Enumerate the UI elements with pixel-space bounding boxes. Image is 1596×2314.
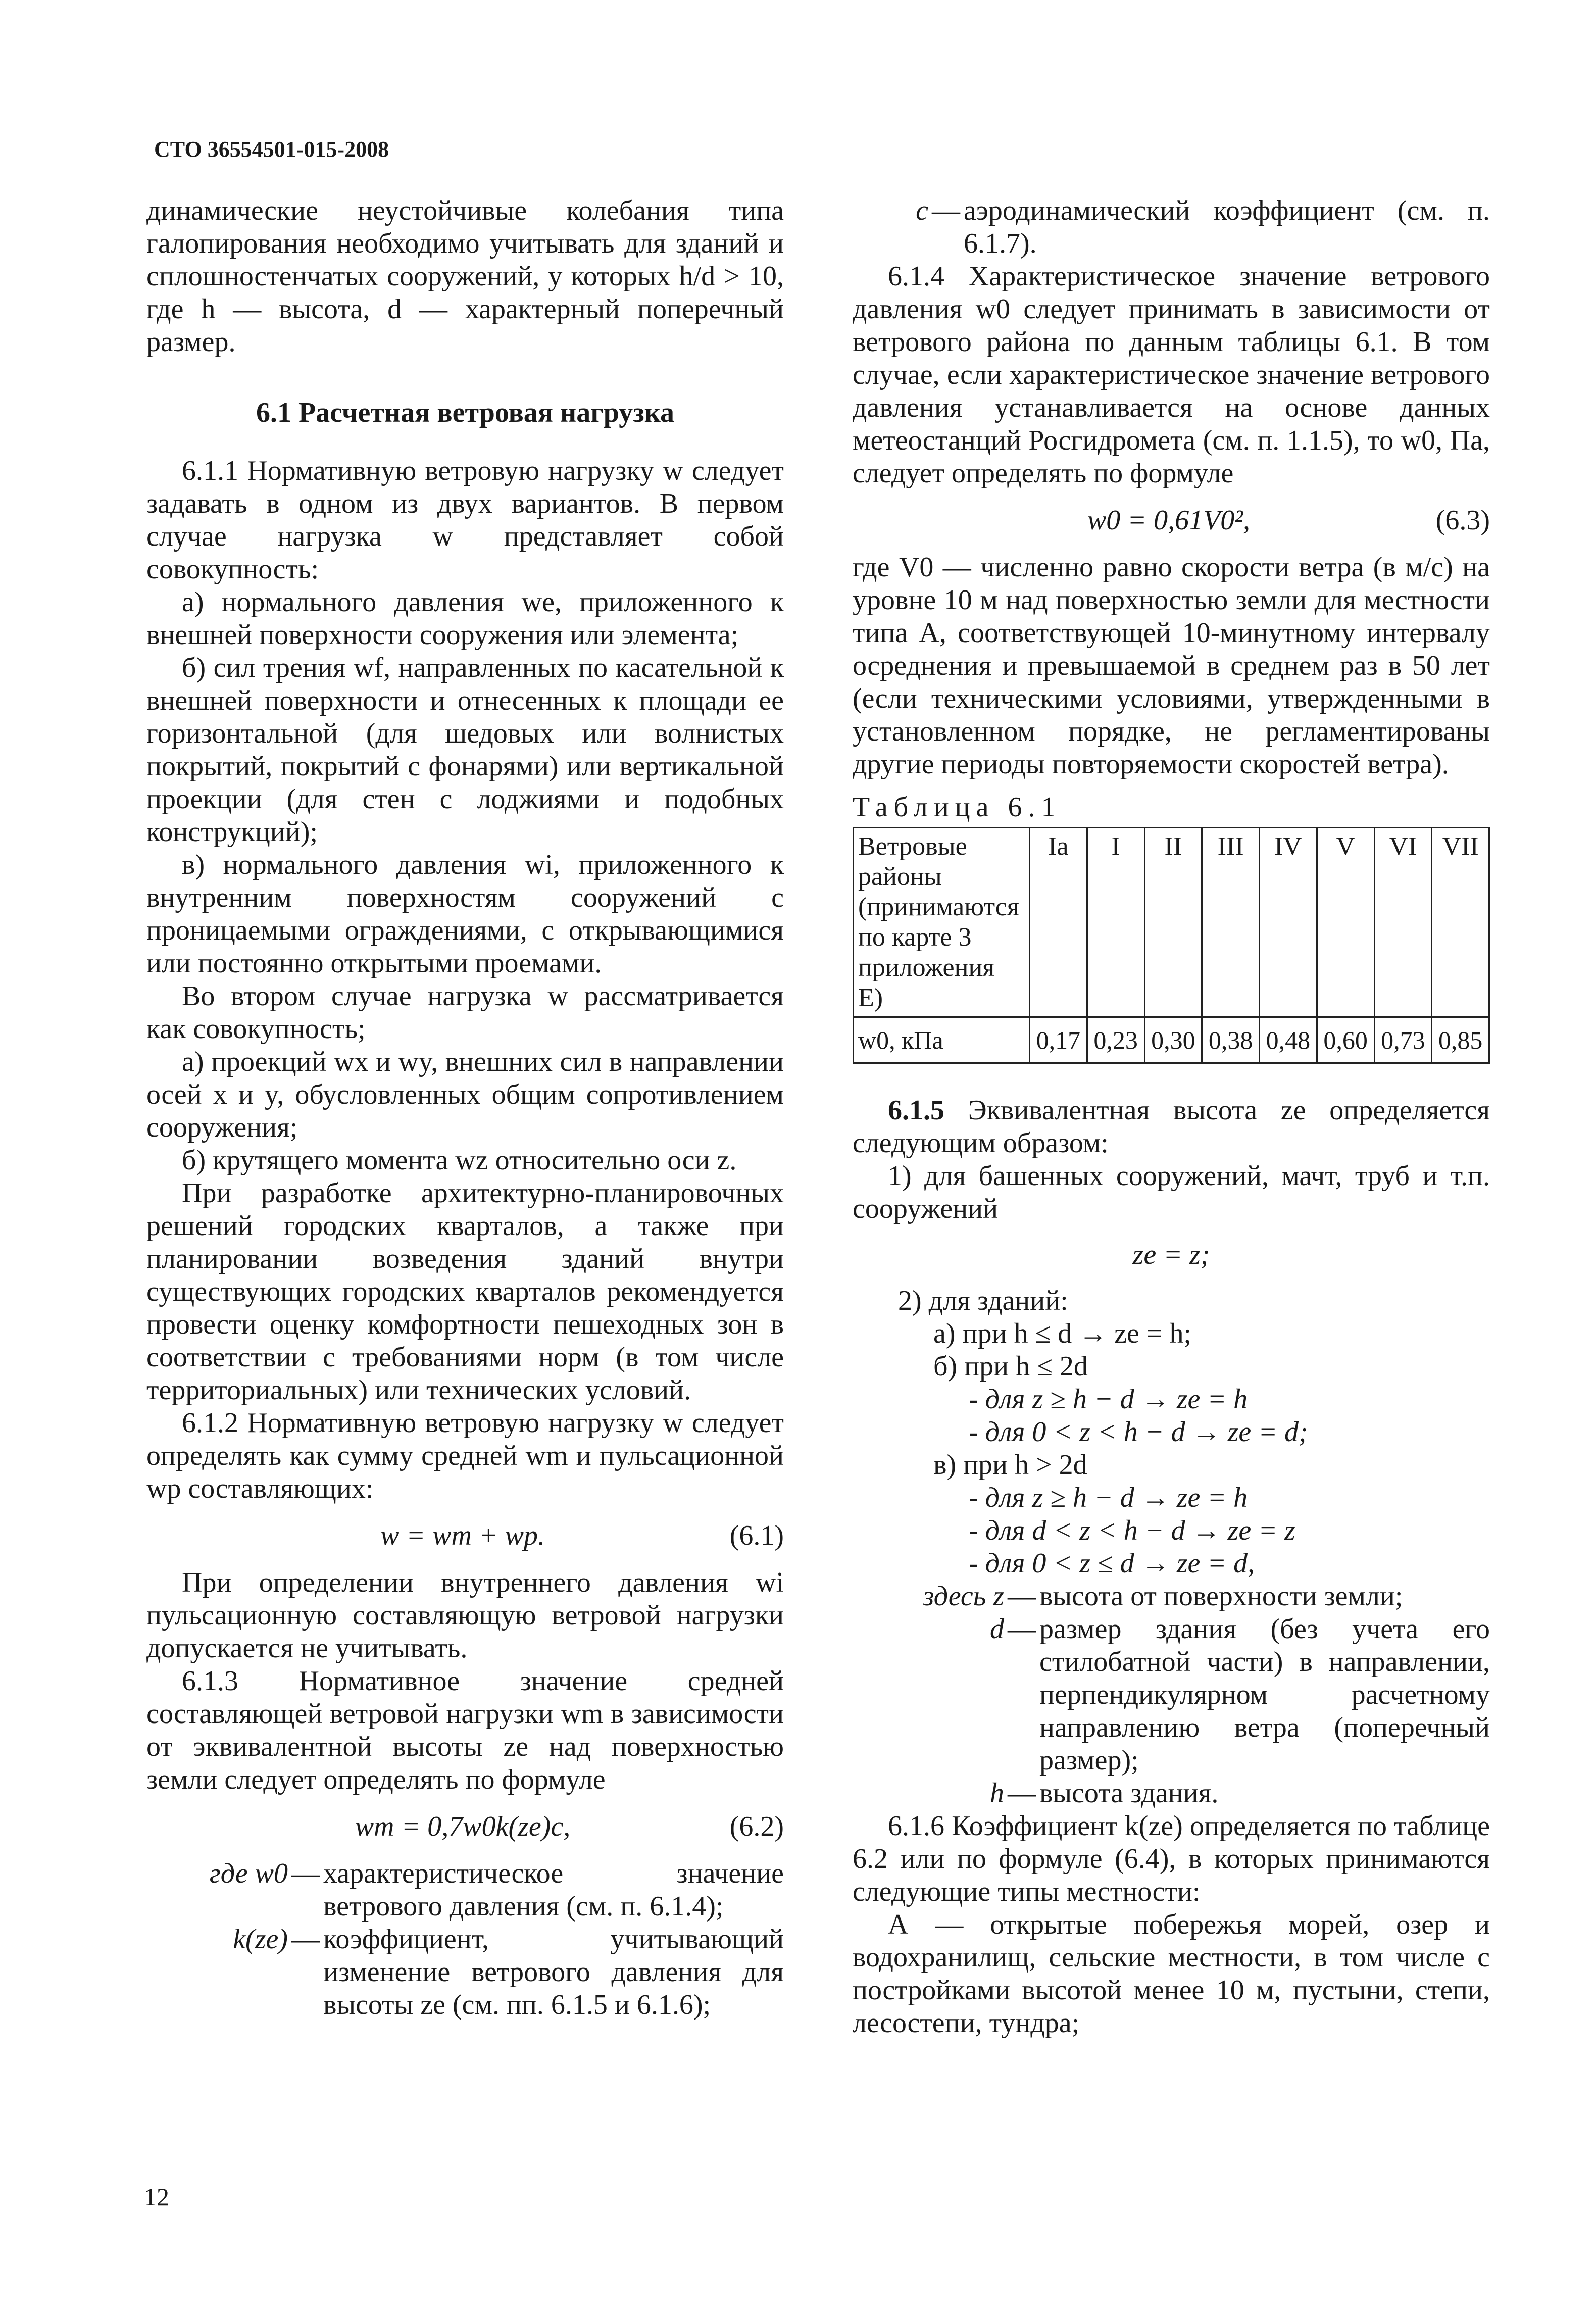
table-row-label: Ветровые районы (принимаются по карте 3 приложения Е) [854, 828, 1030, 1017]
table-header-row [854, 828, 1489, 1017]
formula-6-3-number: (6.3) [1435, 505, 1490, 536]
table-value-cell: 0,85 [1432, 1017, 1489, 1063]
table-value-cell: 0,17 [1030, 1017, 1087, 1063]
formula-6-3 [853, 504, 1490, 537]
table-region-cell: III [1202, 828, 1260, 1017]
list-item-2: 2) для зданий: [898, 1285, 1068, 1316]
definition-dash: — [291, 1924, 320, 1955]
table-region-cell: II [1144, 828, 1202, 1017]
section-title: 6.1 Расчетная ветровая нагрузка [256, 397, 675, 428]
definition-symbol: где w0 [209, 1858, 288, 1889]
list-item-2b1: - для z ≥ h − d → ze = h [969, 1384, 1248, 1415]
paragraph-6-1-2: 6.1.2 Нормативную ветровую нагрузку w следует определять как сумму средней wm и пульсационной wp составляющих: [146, 1407, 784, 1504]
paragraph-6-1-1: 6.1.1 Нормативную ветровую нагрузку w следует задавать в одном из двух вариантов. В первом случае нагрузка w представляет собой совокупность: [146, 455, 784, 585]
table-value-label: w0, кПа [854, 1017, 1030, 1063]
definition-text: размер здания (без учета его стилобатной части) в направлении, перпендикулярном расчетному направлению ветра (поперечный размер); [1039, 1613, 1490, 1776]
urban-paragraph: При разработке архитектурно-планировочных решений городских кварталов, а также при планировании возведения зданий внутри существующих городских кварталов рекомендуется провести оценку комфортности пешеходных зон в соответствии с требованиями норм (в том числе территориальных) или технических условий. [146, 1177, 784, 1406]
definition-h [853, 1777, 1490, 1810]
table-value-cell: 0,73 [1374, 1017, 1432, 1063]
item2-a: а) проекций wx и wy, внешних сил в направлении осей x и y, обусловленных общим сопротивлением сооружения; [146, 1046, 784, 1143]
right-column [853, 194, 1490, 2040]
v0-definition: где V0 — численно равно скорости ветра (в м/с) на уровне 10 м над поверхностью земли для местности типа А, соответствующей 10-минутному интервалу осреднения и превышаемой в среднем раз в 50 лет (если техническими условиями, утвержденными в установленном порядке, не регламентированы другие периоды повторяемости скоростей ветра). [853, 552, 1490, 780]
formula-6-1-expr: w = wm + wp. [380, 1520, 545, 1551]
left-column [146, 194, 784, 2022]
paragraph-6-1-4: 6.1.4 Характеристическое значение ветрового давления w0 следует принимать в зависимости от ветрового района по данным таблицы 6.1. В том случае, если характеристическое значение ветрового давления устанавливается на основе данных метеостанций Росгидромета (см. п. 1.1.5), то w0, Па, следует определять по формуле [853, 261, 1490, 489]
formula-6-2-number: (6.2) [729, 1811, 784, 1842]
definition-symbol: d [990, 1613, 1004, 1645]
list-item-2a: а) при h ≤ d → ze = h; [933, 1318, 1192, 1349]
list-item-2b: б) при h ≤ 2d [933, 1351, 1088, 1382]
table-region-cell: Ia [1030, 828, 1087, 1017]
paragraph-6-1-5 [853, 1094, 1490, 1160]
definition-k [146, 1923, 784, 2022]
formula-ze: ze = z; [1132, 1239, 1210, 1270]
table-value-cell: 0,60 [1317, 1017, 1374, 1063]
definition-text: аэродинамический коэффициент (см. п. 6.1.7). [964, 195, 1490, 259]
formula-6-1-number: (6.1) [729, 1520, 784, 1551]
definition-text: высота от поверхности земли; [1039, 1581, 1403, 1612]
formula-6-1 [146, 1519, 784, 1552]
item-c: в) нормального давления wi, приложенного к внутренним поверхностям сооружений с проницаемыми ограждениями, с открывающимися или постоянно открытыми проемами. [146, 849, 784, 979]
paragraph-6-1-6: 6.1.6 Коэффициент k(ze) определяется по таблице 6.2 или по формуле (6.4), в которых принимаются следующие типы местности: [853, 1810, 1490, 1907]
definition-z [853, 1580, 1490, 1613]
definition-symbol: здесь z [923, 1581, 1004, 1612]
table-region-cell: VI [1374, 828, 1432, 1017]
second-case-paragraph: Во втором случае нагрузка w рассматривается как совокупность; [146, 980, 784, 1045]
table-region-cell: VII [1432, 828, 1489, 1017]
paragraph-6-1-5-number: 6.1.5 [888, 1095, 944, 1126]
table-value-cell: 0,48 [1260, 1017, 1317, 1063]
formula-6-2-expr: wm = 0,7w0k(ze)c, [355, 1811, 571, 1842]
definition-dash: — [291, 1858, 320, 1889]
list-item-2c2: - для d < z < h − d → ze = z [969, 1515, 1295, 1546]
table-value-cell: 0,30 [1144, 1017, 1202, 1063]
terrain-type-a: А — открытые побережья морей, озер и водохранилищ, сельские местности, в том числе с постройками высотой менее 10 м, пустыни, степи, лесостепи, тундра; [853, 1909, 1490, 2039]
table-region-cell: V [1317, 828, 1374, 1017]
list-item-1: 1) для башенных сооружений, мачт, труб и т.п. сооружений [853, 1160, 1490, 1224]
definition-dash: — [1008, 1613, 1036, 1645]
intro-paragraph: динамические неустойчивые колебания типа галопирования необходимо учитывать для зданий и сплошностенчатых сооружений, у которых h/d > 10, где h — высота, d — характерный поперечный размер. [146, 195, 784, 358]
paragraph-6-1-3: 6.1.3 Нормативное значение средней составляющей ветровой нагрузки wm в зависимости от эквивалентной высоты ze над поверхностью земли следует определять по формуле [146, 1665, 784, 1795]
paragraph-6-1-5-text: Эквивалентная высота ze определяется следующим образом: [853, 1095, 1490, 1159]
table-region-cell: IV [1260, 828, 1317, 1017]
item-b: б) сил трения wf, направленных по касательной к внешней поверхности и отнесенных к площади ее горизонтальной (для шедовых или волнистых покрытий, покрытий с фонарями) или вертикальной проекции (для стен с лоджиями и подобных конструкций); [146, 652, 784, 848]
table-values-row [854, 1017, 1489, 1063]
table-value-cell: 0,23 [1087, 1017, 1144, 1063]
table-caption: Таблица 6.1 [853, 792, 1062, 823]
list-item-2c1: - для z ≥ h − d → ze = h [969, 1482, 1248, 1513]
list-item-2b2: - для 0 < z < h − d → ze = d; [969, 1416, 1308, 1448]
item2-b: б) крутящего момента wz относительно оси z. [182, 1145, 737, 1176]
table-region-cell: I [1087, 828, 1144, 1017]
internal-pressure-paragraph: При определении внутреннего давления wi пульсационную составляющую ветровой нагрузки допускается не учитывать. [146, 1567, 784, 1664]
list-item-2c: в) при h > 2d [933, 1449, 1087, 1481]
definition-dash: — [1008, 1778, 1036, 1809]
page-number: 12 [144, 2183, 169, 2211]
definition-text: коэффициент, учитывающий изменение ветрового давления для высоты ze (см. пп. 6.1.5 и 6.1.6); [323, 1924, 784, 2021]
definition-text: характеристическое значение ветрового давления (см. п. 6.1.4); [323, 1858, 784, 1922]
formula-6-2 [146, 1810, 784, 1843]
definition-dash: — [1008, 1581, 1036, 1612]
definition-c [853, 194, 1490, 260]
definition-dash: — [932, 195, 960, 226]
table-value-cell: 0,38 [1202, 1017, 1260, 1063]
wind-pressure-table [853, 827, 1490, 1064]
definition-text: высота здания. [1039, 1778, 1219, 1809]
formula-6-3-expr: w0 = 0,61V0², [1087, 505, 1251, 536]
definition-symbol: h [990, 1778, 1004, 1809]
definition-symbol: c [916, 195, 928, 226]
definition-w0 [146, 1857, 784, 1923]
item-a: а) нормального давления we, приложенного к внешней поверхности сооружения или элемента; [146, 586, 784, 651]
document-code: СТО 36554501-015-2008 [154, 137, 389, 162]
list-item-2c3: - для 0 < z ≤ d → ze = d, [969, 1548, 1255, 1579]
definition-symbol: k(ze) [233, 1924, 288, 1955]
definition-d [853, 1613, 1490, 1777]
